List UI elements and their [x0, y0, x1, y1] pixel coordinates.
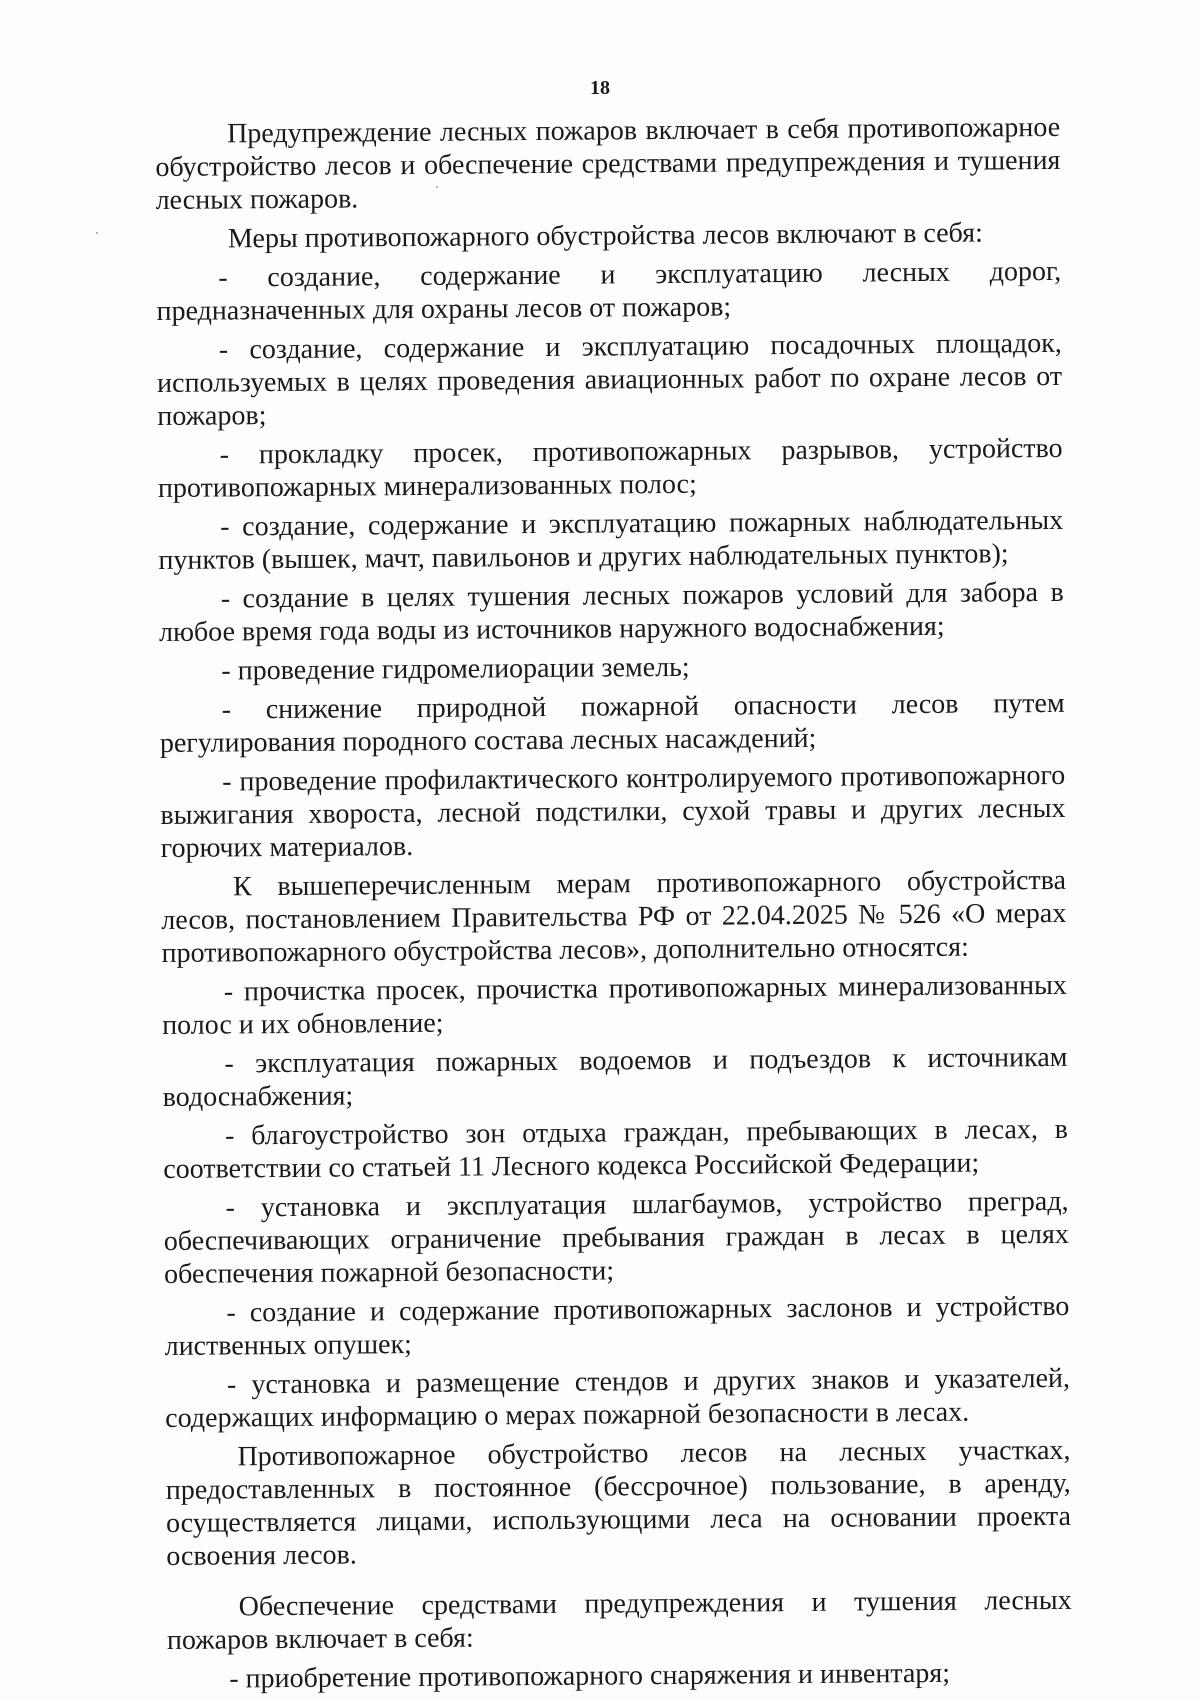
page-number: 18	[590, 77, 610, 99]
list-item: - установка и эксплуатация шлагбаумов, устройство преград, обеспечивающих ограничение пребывания граждан в лесах в целях обеспечения пожарной безопасности;	[163, 1185, 1069, 1290]
list-item: - приобретение противопожарного снаряжения и инвентаря;	[229, 1657, 951, 1695]
paragraph: Меры противопожарного обустройства лесов включают в себя:	[227, 217, 983, 255]
list-item: - создание, содержание и эксплуатацию лесных дорог, предназначенных для охраны лесов от пожаров;	[156, 255, 1062, 327]
document-body	[155, 111, 1072, 1702]
list-item: - снижение природной пожарной опасности лесов путем регулирования породного состава лесных насаждений;	[159, 687, 1065, 759]
list-item: - прочистка просек, прочистка противопожарных минерализованных полос и их обновление;	[162, 969, 1067, 1041]
paragraph: К вышеперечисленным мерам противопожарного обустройства лесов, постановлением Правительства РФ от 22.04.2025 № 526 «О мерах противопожарного обустройства лесов», дополнительно относятся:	[161, 864, 1067, 969]
paragraph: Предупреждение лесных пожаров включает в себя противопожарное обустройство лесов и обеспечение средствами предупреждения и тушения лесных пожаров.	[155, 111, 1061, 216]
list-item: - создание, содержание и эксплуатацию пожарных наблюдательных пунктов (вышек, мачт, павильонов и других наблюдательных пунктов);	[158, 504, 1064, 576]
scan-speck	[96, 232, 98, 234]
list-item: - установка и размещение стендов и других знаков и указателей, содержащих информацию о мерах пожарной безопасности в лесах.	[165, 1362, 1071, 1434]
list-item: - прокладку просек, противопожарных разрывов, устройство противопожарных минерализованных полос;	[157, 432, 1063, 504]
list-item: - проведение гидромелиорации земель;	[221, 651, 690, 687]
list-item: - создание, содержание и эксплуатацию посадочных площадок, используемых в целях проведения авиационных работ по охране лесов от пожаров;	[156, 327, 1063, 432]
scan-speck	[436, 186, 438, 188]
list-item: - создание в целях тушения лесных пожаров условий для забора в любое время года воды из источников наружного водоснабжения;	[158, 576, 1064, 648]
list-item: - проведение профилактического контролируемого противопожарного выжигания хвороста, лесной подстилки, сухой травы и других лесных горючих материалов.	[160, 759, 1066, 864]
list-item: - благоустройство зон отдыха граждан, пребывающих в лесах, в соответствии со статьей 11 Лесного кодекса Российской Федерации;	[163, 1113, 1069, 1185]
list-item: - создание и содержание противопожарных заслонов и устройство лиственных опушек;	[164, 1290, 1070, 1362]
paragraph: Обеспечение средствами предупреждения и тушения лесных пожаров включает в себя:	[166, 1584, 1072, 1656]
paragraph: Противопожарное обустройство лесов на лесных участках, предоставленных в постоянное (бессрочное) пользование, в аренду, осуществляется лицами, использующими леса на основании проекта освоения лесов.	[165, 1434, 1072, 1572]
list-item: - эксплуатация пожарных водоемов и подъездов к источникам водоснабжения;	[162, 1041, 1068, 1113]
